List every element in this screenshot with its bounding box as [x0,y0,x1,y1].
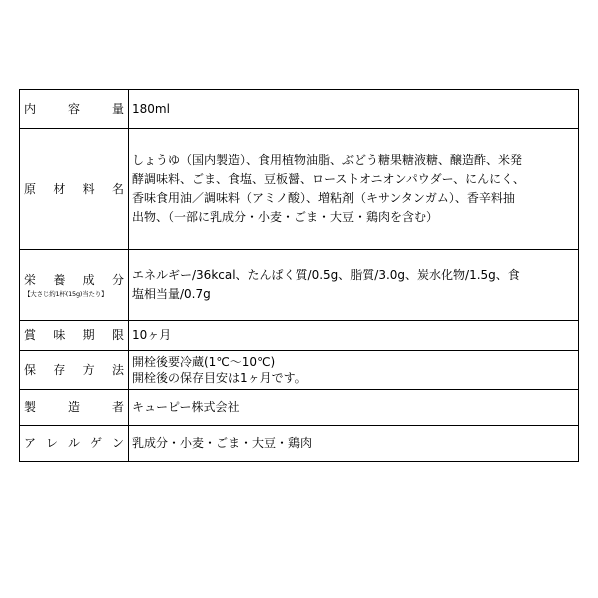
value-line: 10ヶ月 [132,328,172,342]
row-label-storage [20,351,129,390]
label-char: 限 [111,328,124,342]
label-char: 者 [111,400,124,414]
table-row-content-volume [20,90,579,129]
row-value-content-volume [129,90,579,129]
value-line: 塩相当量/0.7g [132,287,211,301]
row-label-ingredients [20,129,129,250]
table-row-allergens [20,426,579,462]
label-char: 分 [111,273,124,287]
table-row-storage [20,351,579,390]
table-row-manufacturer [20,390,579,426]
label-char: 材 [53,181,66,196]
value-line: 開栓後の保存目安は1ヶ月です。 [132,371,307,385]
label-char: ゲ [89,436,102,450]
label-char: 製 [24,400,37,414]
label-char: 栄 [24,273,37,287]
label-char: 味 [53,328,66,342]
row-label-content-volume [20,90,129,129]
label-char: 成 [82,273,95,287]
table-row-best-before [20,321,579,351]
value-line: 乳成分・小麦・ごま・大豆・鶏肉 [132,436,313,450]
label-char: 原 [24,181,37,196]
label-char: ン [111,436,124,450]
label-char: レ [45,436,58,450]
row-value-ingredients [129,129,579,250]
label-char: 期 [82,328,95,342]
row-label-allergens [20,426,129,462]
label-char: 名 [111,181,124,196]
product-label-table [19,89,579,462]
row-value-manufacturer [129,390,579,426]
row-value-storage [129,351,579,390]
table-row-nutrition [20,250,579,321]
label-char: 料 [82,181,95,196]
value-line: 香味食用油／調味料（アミノ酸）、増粘剤（キサンタンガム）、香辛料抽 [132,191,515,205]
row-value-nutrition [129,250,579,321]
label-char: 法 [111,362,124,377]
label-char: 賞 [24,328,37,342]
label-char: 量 [111,101,124,116]
table-row-ingredients [20,129,579,250]
label-char: 内 [24,101,37,116]
value-line: 出物、（一部に乳成分・小麦・ごま・大豆・鶏肉を含む） [132,210,439,224]
value-line: エネルギー/36kcal、たんぱく質/0.5g、脂質/3.0g、炭水化物/1.5g、食 [132,268,520,282]
value-line: しょうゆ（国内製造）、食用植物油脂、ぶどう糖果糖液糖、醸造酢、米発 [132,153,523,167]
row-value-best-before [129,321,579,351]
label-char: 容 [67,101,80,116]
label-char: 造 [67,400,80,414]
label-char: 保 [24,362,37,377]
value-line: 開栓後要冷蔵(1℃～10℃) [132,355,276,369]
value-line: 酵調味料、ごま、食塩、豆板醤、ローストオニオンパウダー、にんにく、 [132,172,525,186]
row-label-nutrition [20,250,129,321]
serving-size-note: 【大さじ約1杯(15g)当たり】 [24,290,108,298]
label-char: 存 [53,362,66,377]
row-label-manufacturer [20,390,129,426]
row-value-allergens [129,426,579,462]
row-label-best-before [20,321,129,351]
value-line: 180ml [132,101,170,116]
value-line: キューピー株式会社 [132,400,240,414]
label-char: ル [67,436,80,450]
label-char: ア [24,436,37,450]
label-char: 方 [82,362,95,377]
label-char: 養 [53,273,66,287]
